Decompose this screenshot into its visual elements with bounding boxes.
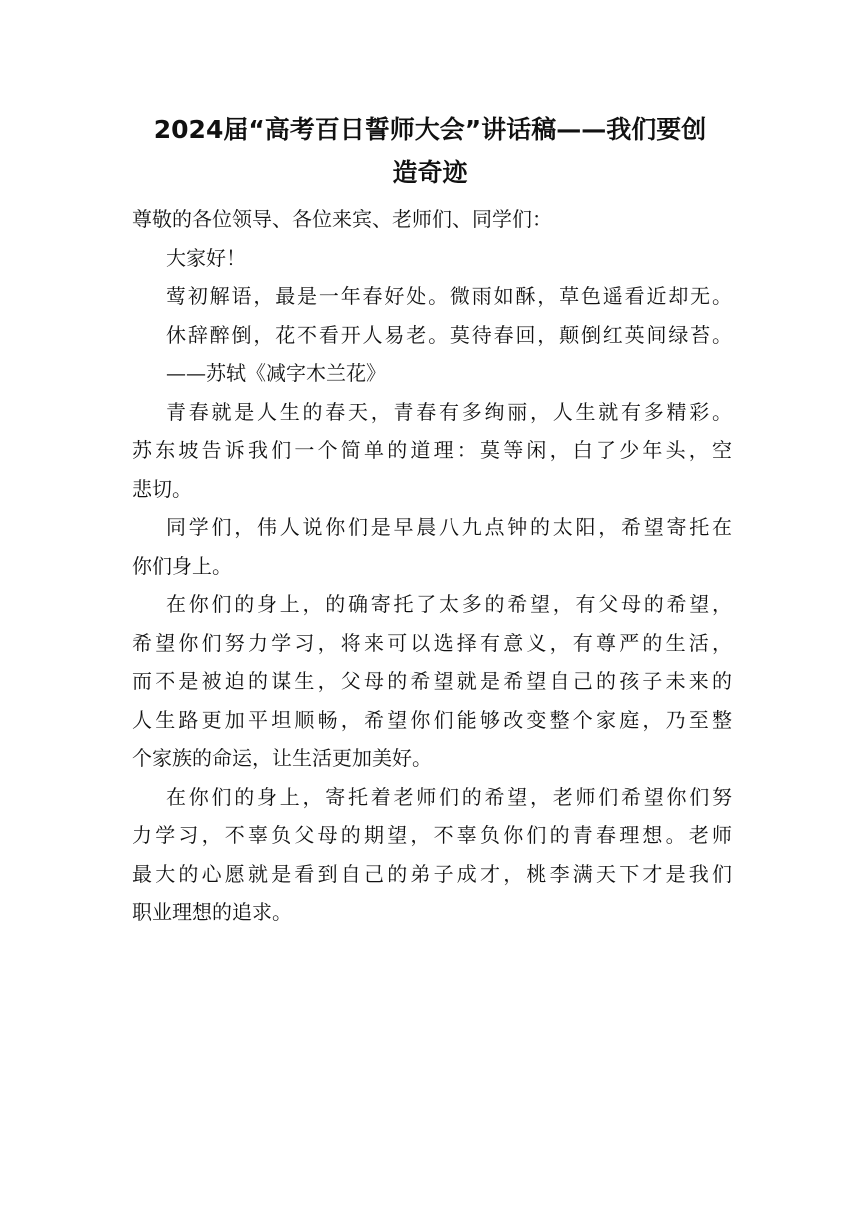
document-title-line-1: 2024届“高考百日誓师大会”讲话稿——我们要创 <box>153 115 707 144</box>
text-line: 职业理想的追求。 <box>132 900 292 924</box>
text-line: 同学们，伟人说你们是早晨八九点钟的太阳，希望寄托在 <box>166 515 732 539</box>
text-line: 个家族的命运，让生活更加美好。 <box>132 746 432 770</box>
text-line: 苏东坡告诉我们一个简单的道理：莫等闲，白了少年头，空 <box>132 438 732 462</box>
text-line: 莺初解语，最是一年春好处。微雨如酥，草色遥看近却无。 <box>166 284 732 308</box>
text-line: 尊敬的各位领导、各位来宾、老师们、同学们： <box>132 207 552 231</box>
text-line: 力学习，不辜负父母的期望，不辜负你们的青春理想。老师 <box>132 823 732 847</box>
text-line: 大家好！ <box>166 245 246 270</box>
document-body <box>132 200 732 932</box>
text-line: 休辞醉倒，花不看开人易老。莫待春回，颠倒红英间绿苔。 <box>166 322 732 347</box>
text-line: 在你们的身上，寄托着老师们的希望，老师们希望你们努 <box>166 784 732 809</box>
text-line: ——苏轼《减字木兰花》 <box>166 361 386 385</box>
text-line: 人生路更加平坦顺畅，希望你们能够改变整个家庭，乃至整 <box>132 707 732 732</box>
text-line: 最大的心愿就是看到自己的弟子成才，桃李满天下才是我们 <box>132 861 732 886</box>
text-line: 在你们的身上，的确寄托了太多的希望，有父母的希望， <box>166 592 732 616</box>
document-title-line-2: 造奇迹 <box>392 158 468 187</box>
text-line: 青春就是人生的春天，青春有多绚丽，人生就有多精彩。 <box>166 399 732 424</box>
text-line: 悲切。 <box>132 476 192 501</box>
text-line: 而不是被迫的谋生，父母的希望就是希望自己的孩子未来的 <box>132 669 732 693</box>
text-line: 你们身上。 <box>132 553 232 578</box>
text-line: 希望你们努力学习，将来可以选择有意义，有尊严的生活， <box>132 630 732 655</box>
